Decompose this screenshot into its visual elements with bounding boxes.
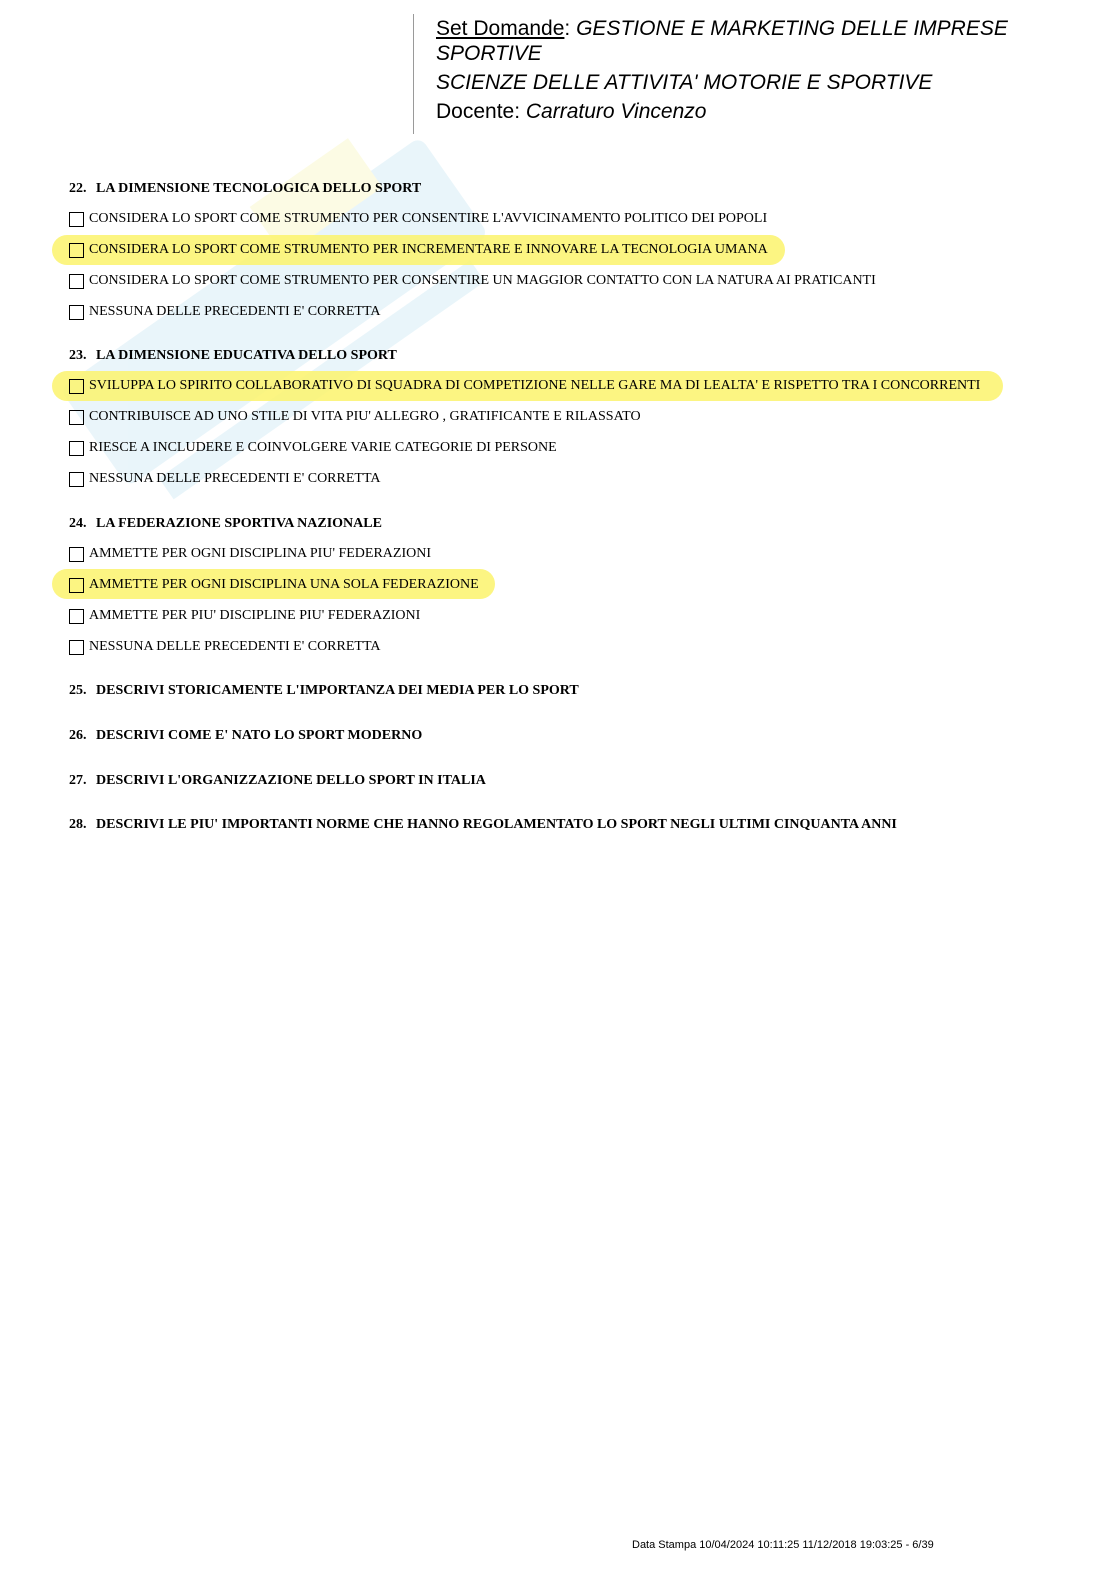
question-text: LA DIMENSIONE EDUCATIVA DELLO SPORT xyxy=(96,348,397,363)
answer-checkbox[interactable] xyxy=(69,441,84,456)
docente-name: Carraturo Vincenzo xyxy=(525,100,707,123)
question-number: 23. xyxy=(69,348,87,363)
question-number: 24. xyxy=(69,516,87,531)
question-text: LA FEDERAZIONE SPORTIVA NAZIONALE xyxy=(96,516,382,531)
answer-checkbox[interactable] xyxy=(69,640,84,655)
question-title xyxy=(69,773,486,789)
answer-option[interactable] xyxy=(69,638,381,656)
option-text: SVILUPPA LO SPIRITO COLLABORATIVO DI SQUADRA DI COMPETIZIONE NELLE GARE MA DI LEALTA' E RISPETTO TRA I CONCORRENTI xyxy=(89,378,981,393)
docente-label: Docente: xyxy=(436,100,526,123)
answer-option[interactable] xyxy=(69,576,479,594)
question-number: 28. xyxy=(69,817,87,832)
print-footer: Data Stampa 10/04/2024 10:11:25 11/12/2018 19:03:25 - 6/39 xyxy=(632,1539,934,1551)
answer-checkbox[interactable] xyxy=(69,379,84,394)
option-text: CONSIDERA LO SPORT COME STRUMENTO PER CONSENTIRE UN MAGGIOR CONTATTO CON LA NATURA AI PRATICANTI xyxy=(89,273,876,288)
option-text: CONSIDERA LO SPORT COME STRUMENTO PER INCREMENTARE E INNOVARE LA TECNOLOGIA UMANA xyxy=(89,242,768,257)
answer-option[interactable] xyxy=(69,272,876,290)
answer-checkbox[interactable] xyxy=(69,274,84,289)
option-text: AMMETTE PER OGNI DISCIPLINA PIU' FEDERAZIONI xyxy=(89,546,432,561)
option-text: NESSUNA DELLE PRECEDENTI E' CORRETTA xyxy=(89,304,381,319)
answer-option[interactable] xyxy=(69,303,381,321)
answer-checkbox[interactable] xyxy=(69,305,84,320)
answer-checkbox[interactable] xyxy=(69,410,84,425)
question-title xyxy=(69,728,422,744)
option-text: CONSIDERA LO SPORT COME STRUMENTO PER CONSENTIRE L'AVVICINAMENTO POLITICO DEI POPOLI xyxy=(89,211,768,226)
docente-line xyxy=(436,99,1076,124)
option-text: AMMETTE PER PIU' DISCIPLINE PIU' FEDERAZIONI xyxy=(89,608,421,623)
document-header xyxy=(436,16,1076,124)
question-number: 25. xyxy=(69,683,87,698)
answer-checkbox[interactable] xyxy=(69,472,84,487)
question-title xyxy=(69,817,897,833)
option-text: RIESCE A INCLUDERE E COINVOLGERE VARIE CATEGORIE DI PERSONE xyxy=(89,440,557,455)
answer-checkbox[interactable] xyxy=(69,578,84,593)
question-number: 26. xyxy=(69,728,87,743)
set-label: Set Domande xyxy=(436,17,565,40)
answer-checkbox[interactable] xyxy=(69,547,84,562)
answer-option[interactable] xyxy=(69,210,767,228)
option-text: CONTRIBUISCE AD UNO STILE DI VITA PIU' ALLEGRO , GRATIFICANTE E RILASSATO xyxy=(89,409,641,424)
set-separator: : xyxy=(564,17,577,40)
question-text: DESCRIVI LE PIU' IMPORTANTI NORME CHE HANNO REGOLAMENTATO LO SPORT NEGLI ULTIMI CINQUANTA ANNI xyxy=(96,817,897,832)
question-title xyxy=(69,181,421,197)
question-number: 27. xyxy=(69,773,87,788)
question-text: DESCRIVI L'ORGANIZZAZIONE DELLO SPORT IN ITALIA xyxy=(96,773,486,788)
answer-checkbox[interactable] xyxy=(69,212,84,227)
course-title: GESTIONE E MARKETING DELLE IMPRESE SPORTIVE xyxy=(436,17,1008,65)
option-text: NESSUNA DELLE PRECEDENTI E' CORRETTA xyxy=(89,639,381,654)
question-title xyxy=(69,683,579,699)
answer-checkbox[interactable] xyxy=(69,243,84,258)
answer-option[interactable] xyxy=(69,377,980,395)
option-text: NESSUNA DELLE PRECEDENTI E' CORRETTA xyxy=(89,471,381,486)
answer-option[interactable] xyxy=(69,439,557,457)
question-text: LA DIMENSIONE TECNOLOGICA DELLO SPORT xyxy=(96,181,422,196)
question-text: DESCRIVI COME E' NATO LO SPORT MODERNO xyxy=(96,728,423,743)
answer-option[interactable] xyxy=(69,607,420,625)
option-text: AMMETTE PER OGNI DISCIPLINA UNA SOLA FEDERAZIONE xyxy=(89,577,479,592)
answer-option[interactable] xyxy=(69,470,381,488)
question-title xyxy=(69,348,397,364)
header-divider xyxy=(413,14,414,134)
set-line xyxy=(436,16,1076,66)
answer-option[interactable] xyxy=(69,408,641,426)
question-number: 22. xyxy=(69,181,87,196)
question-text: DESCRIVI STORICAMENTE L'IMPORTANZA DEI MEDIA PER LO SPORT xyxy=(96,683,579,698)
question-title xyxy=(69,516,382,532)
answer-checkbox[interactable] xyxy=(69,609,84,624)
answer-option[interactable] xyxy=(69,241,768,259)
answer-option[interactable] xyxy=(69,545,431,563)
faculty-name: SCIENZE DELLE ATTIVITA' MOTORIE E SPORTIVE xyxy=(436,71,933,94)
